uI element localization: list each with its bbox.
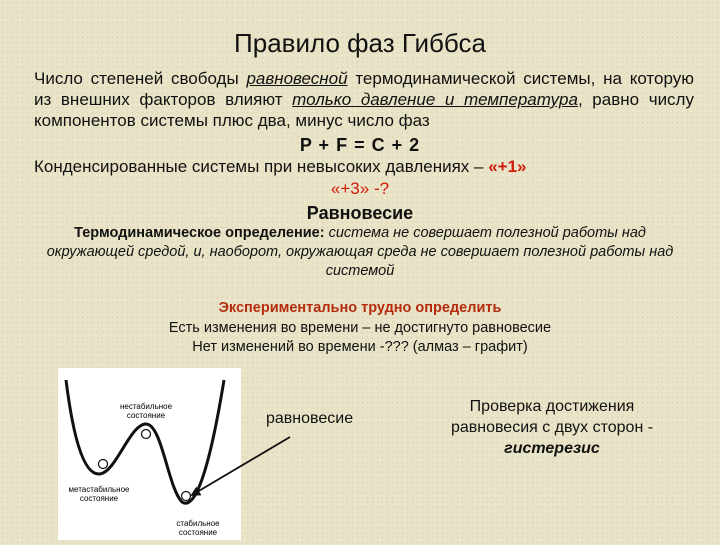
- hysteresis-word: гистерезис: [504, 440, 600, 457]
- page-title: Правило фаз Гиббса: [234, 28, 486, 58]
- hysteresis-note: [432, 396, 672, 459]
- stable-label-2: состояние: [178, 528, 218, 537]
- metastable-label-2: состояние: [79, 494, 119, 503]
- rule-part-2: термодинамической системы, на которую из внешних факторов влияют: [34, 69, 694, 109]
- condensed-text: Конденсированные системы при невысоких давлениях –: [34, 157, 489, 176]
- changes-line-1: Есть изменения во времени – не достигнуто равновесие: [168, 320, 552, 336]
- gibbs-formula: P + F = C + 2: [299, 135, 421, 155]
- unstable-label-1: нестабильное: [119, 402, 173, 411]
- question-tail: -?: [369, 179, 390, 198]
- rule-underlined-2: только давление и температура: [292, 90, 578, 109]
- thermo-text: система не совершает полезной работы над окружающей средой, и, наоборот, окружающая среда не совершает полезной работы над системой: [46, 225, 674, 279]
- metastable-label-1: метастабильное: [68, 485, 130, 494]
- check-text: Проверка достижения равновесия с двух сторон -: [450, 398, 654, 436]
- rule-part-3: , равно числу компонентов системы плюс два, минус число фаз: [34, 90, 694, 130]
- equilibrium-heading: Равновесие: [306, 203, 414, 223]
- rule-part-1: Число степеней свободы: [34, 69, 247, 88]
- unstable-label-2: состояние: [126, 411, 166, 420]
- equilibrium-label: равновесие: [266, 410, 354, 427]
- changes-line-2: Нет изменений во времени -??? (алмаз – графит): [192, 339, 528, 355]
- condensed-value: «+1»: [488, 157, 527, 176]
- stable-label-1: стабильное: [176, 519, 220, 528]
- experimental-note: Экспериментально трудно определить: [218, 300, 502, 316]
- rule-underlined-1: равновесной: [246, 69, 348, 88]
- thermo-label: Термодинамическое определение:: [74, 225, 325, 241]
- question-value: «+3»: [330, 179, 370, 198]
- equilibrium-arrow: [192, 437, 290, 495]
